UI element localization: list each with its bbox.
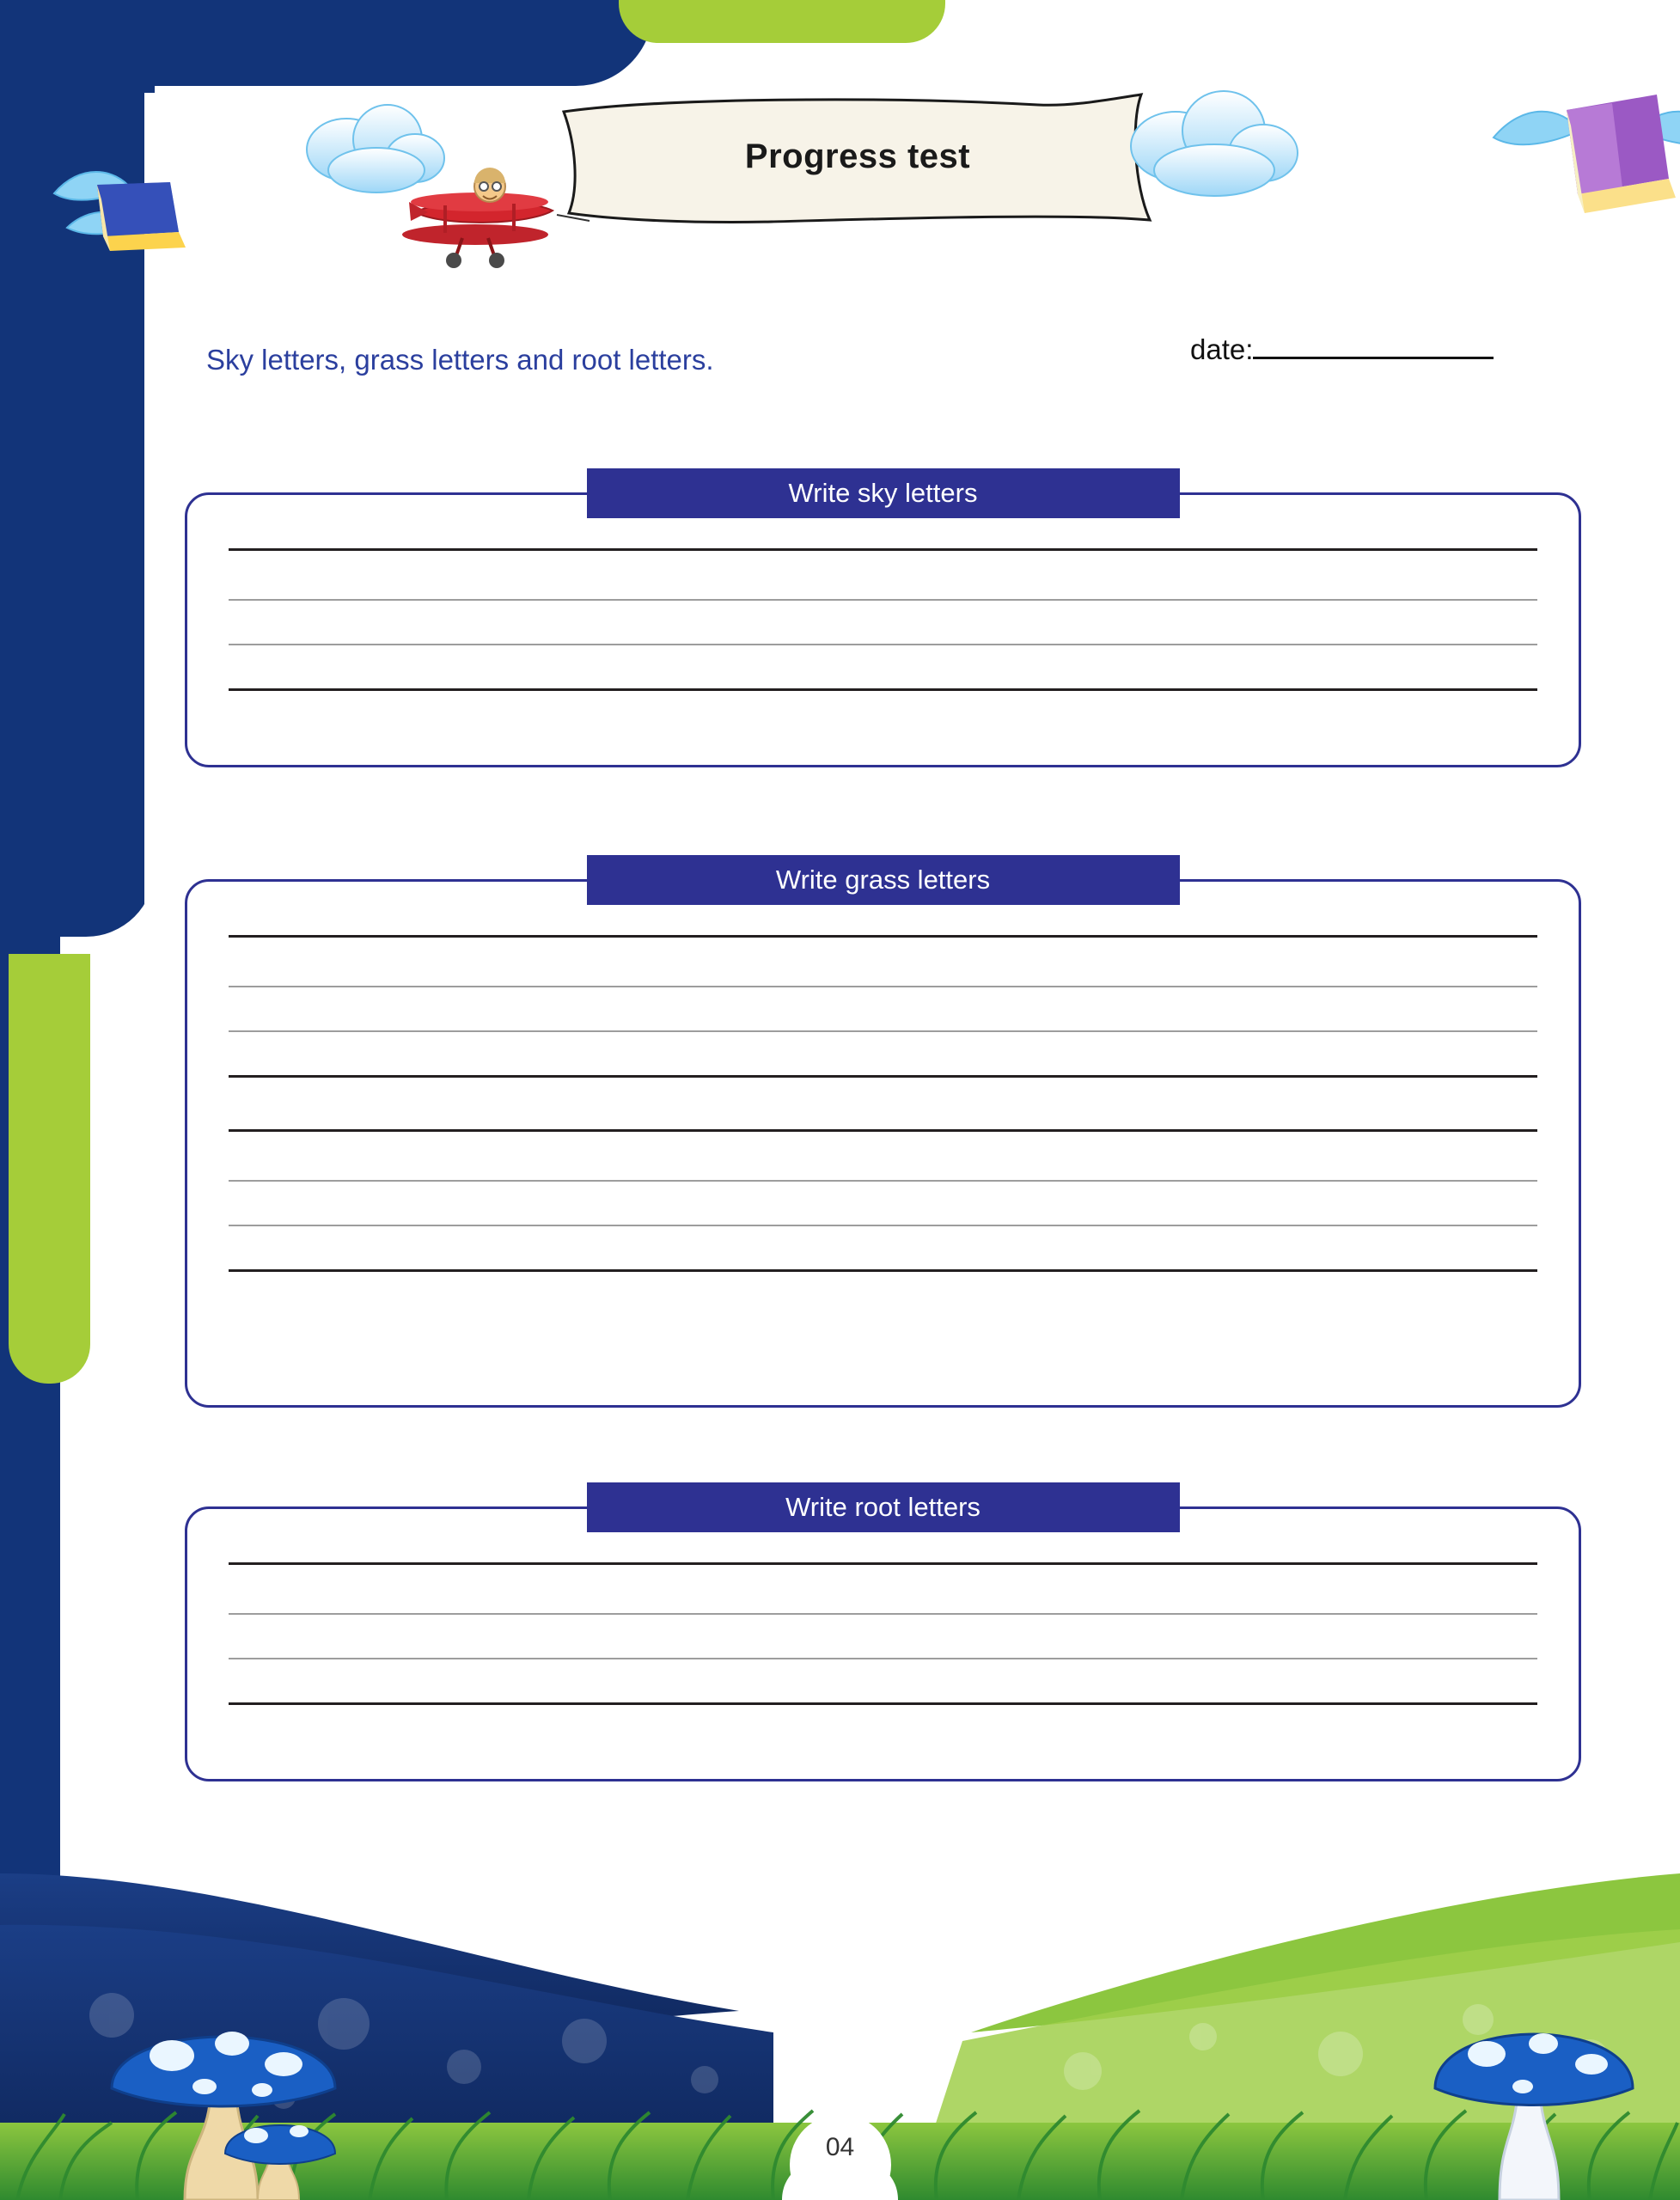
- rule-line-base: [229, 688, 1537, 691]
- section-tab-label: Write grass letters: [587, 855, 1180, 905]
- rule-group[interactable]: [229, 935, 1537, 1078]
- writing-lines[interactable]: [229, 548, 1537, 691]
- section-tab-label: Write sky letters: [587, 468, 1180, 518]
- rule-line-base: [229, 1075, 1537, 1078]
- flying-book-icon: [1485, 77, 1680, 228]
- decor-green-top-bar: [619, 0, 945, 43]
- page-title: Progress test: [744, 138, 971, 175]
- page-number: 04: [790, 2114, 891, 2200]
- section-writing-box[interactable]: [185, 879, 1581, 1408]
- rule-group[interactable]: [229, 1129, 1537, 1272]
- instruction-text: Sky letters, grass letters and root letters.: [206, 344, 714, 376]
- date-field[interactable]: [1190, 333, 1494, 366]
- section-tab-label: Write root letters: [587, 1482, 1180, 1532]
- page-header: [144, 77, 1605, 266]
- section-writing-box[interactable]: [185, 492, 1581, 767]
- flying-book-icon: [50, 146, 222, 262]
- date-input-line[interactable]: [1253, 337, 1494, 359]
- decor-green-left-bar: [9, 954, 90, 1384]
- rule-line-base: [229, 1702, 1537, 1705]
- cloud-icon: [1115, 86, 1313, 211]
- writing-lines[interactable]: [229, 1562, 1537, 1705]
- section-writing-box[interactable]: [185, 1506, 1581, 1781]
- title-banner: [557, 93, 1158, 226]
- page-footer-artwork: [0, 1839, 1680, 2200]
- rule-group[interactable]: [229, 1562, 1537, 1705]
- writing-lines[interactable]: [229, 935, 1537, 1272]
- rule-group[interactable]: [229, 548, 1537, 691]
- date-label: date:: [1190, 333, 1254, 365]
- rule-line-base: [229, 1269, 1537, 1272]
